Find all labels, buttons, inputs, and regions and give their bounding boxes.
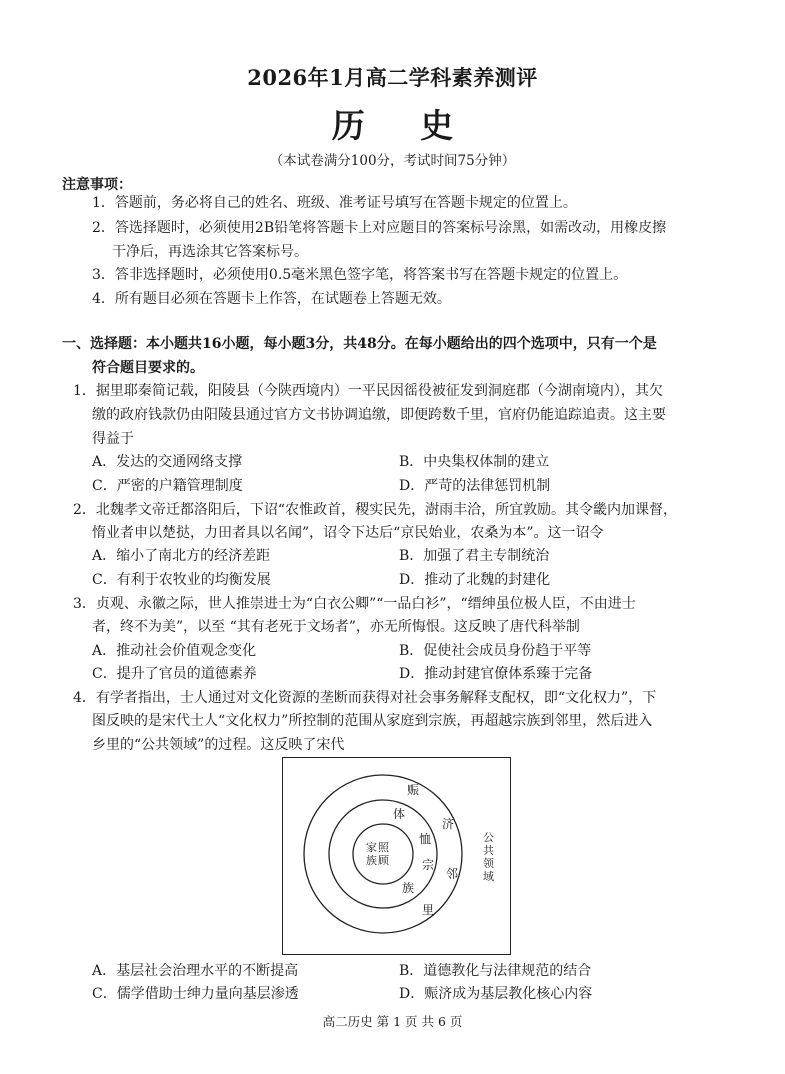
option-a: A．推动社会价值观念变化: [92, 643, 257, 659]
option-c: C．儒学借助士绅力量向基层渗透: [92, 986, 299, 1002]
option-b: B．中央集权体制的建立: [399, 454, 550, 470]
ring-char: 赈: [407, 783, 420, 797]
concentric-circles: [283, 758, 512, 956]
option-d: D．赈济成为基层教化核心内容: [399, 986, 593, 1002]
option-c: C．严密的户籍管理制度: [92, 478, 243, 494]
ring-char: 体: [393, 807, 406, 821]
question-stem: 得益于: [92, 431, 134, 447]
question-stem: 者，终不为美”，以至 “其有老死于文场者”，亦无所悔恨。这反映了唐代科举制: [92, 619, 580, 635]
question-stem: 2．北魏孝文帝迁都洛阳后，下诏“农惟政首，稷实民先，澍雨丰洽，所宜敦励。其令畿内加课督，: [73, 502, 678, 518]
option-b: B．道德教化与法律规范的结合: [399, 963, 592, 979]
ring-char: 里: [422, 903, 435, 917]
notice-line: 4．所有题目必须在答题卡上作答，在试题卷上答题无效。: [92, 291, 451, 307]
notice-line: 3．答非选择题时，必须使用0.5毫米黑色签字笔，将答案书写在答题卡规定的位置上。: [92, 267, 628, 283]
option-d: D．推动了北魏的封建化: [399, 572, 551, 588]
subject-title: 历 史: [331, 106, 476, 145]
option-a: A．发达的交通网络支撑: [92, 454, 243, 470]
option-d: D．推动封建官僚体系臻于完备: [399, 666, 593, 682]
question-stem: 缴的政府钱款仍由阳陵县通过官方文书协调追缴，即便跨数千里，官府仍能追踪追责。这主要: [92, 407, 666, 423]
cultural-power-diagram: [282, 757, 511, 955]
option-b: B．促使社会成员身份趋于平等: [399, 643, 592, 659]
ring-char: 族: [402, 881, 415, 895]
page-footer: 高二历史 第 1 页 共 6 页: [322, 1014, 463, 1029]
option-b: B．加强了君主专制统治: [399, 548, 550, 564]
option-c: C．提升了官员的道德素养: [92, 666, 257, 682]
inner-label-col1: 照顾: [378, 841, 389, 867]
public-domain-label: 公共领域: [483, 831, 494, 883]
section-heading: 一、选择题：本小题共16小题，每小题3分，共48分。在每小题给出的四个选项中，只有一个是: [62, 336, 657, 352]
question-stem: 3．贞观、永徽之际，世人推崇进士为“白衣公卿”“一品白衫”，“缙绅虽位极人臣，不由进士: [73, 596, 636, 612]
notice-line: 1．答题前，务必将自己的姓名、班级、准考证号填写在答题卡规定的位置上。: [92, 195, 577, 211]
option-a: A．基层社会治理水平的不断提高: [92, 963, 299, 979]
exam-meta: （本试卷满分100分，考试时间75分钟）: [269, 153, 516, 169]
question-stem: 4．有学者指出，士人通过对文化资源的垄断而获得对社会事务解释支配权，即“文化权力”，下: [73, 690, 657, 706]
option-d: D．严苛的法律惩罚机制: [399, 478, 551, 494]
ring-char: 恤: [419, 832, 432, 846]
inner-label-col2: 家族: [366, 841, 377, 867]
ring-char: 宗: [422, 858, 435, 872]
option-a: A．缩小了南北方的经济差距: [92, 548, 271, 564]
notice-heading: 注意事项：: [62, 177, 132, 193]
question-stem: 1．据里耶秦简记载，阳陵县（今陕西境内）一平民因徭役被征发到洞庭郡（今湖南境内），其欠: [73, 383, 663, 399]
section-heading-cont: 符合题目要求的。: [92, 360, 204, 376]
question-stem: 乡里的“公共领域”的过程。这反映了宋代: [92, 737, 345, 753]
question-stem: 图反映的是宋代士人“文化权力”所控制的范围从家庭到宗族，再超越宗族到邻里，然后进入: [92, 713, 653, 729]
notice-line: 2．答选择题时，必须使用2B铅笔将答题卡上对应题目的答案标号涂黑，如需改动，用橡皮擦: [92, 220, 667, 236]
ring-char: 济: [442, 817, 455, 831]
exam-title: 2026年1月高二学科素养测评: [247, 65, 538, 90]
ring-char: 邻: [446, 867, 459, 881]
notice-line: 干净后，再选涂其它答案标号。: [112, 244, 308, 260]
question-stem: 惰业者申以楚挞，力田者具以名闻”，诏令下达后“京民始业，农桑为本”。这一诏令: [92, 525, 604, 541]
option-c: C．有利于农牧业的均衡发展: [92, 572, 271, 588]
